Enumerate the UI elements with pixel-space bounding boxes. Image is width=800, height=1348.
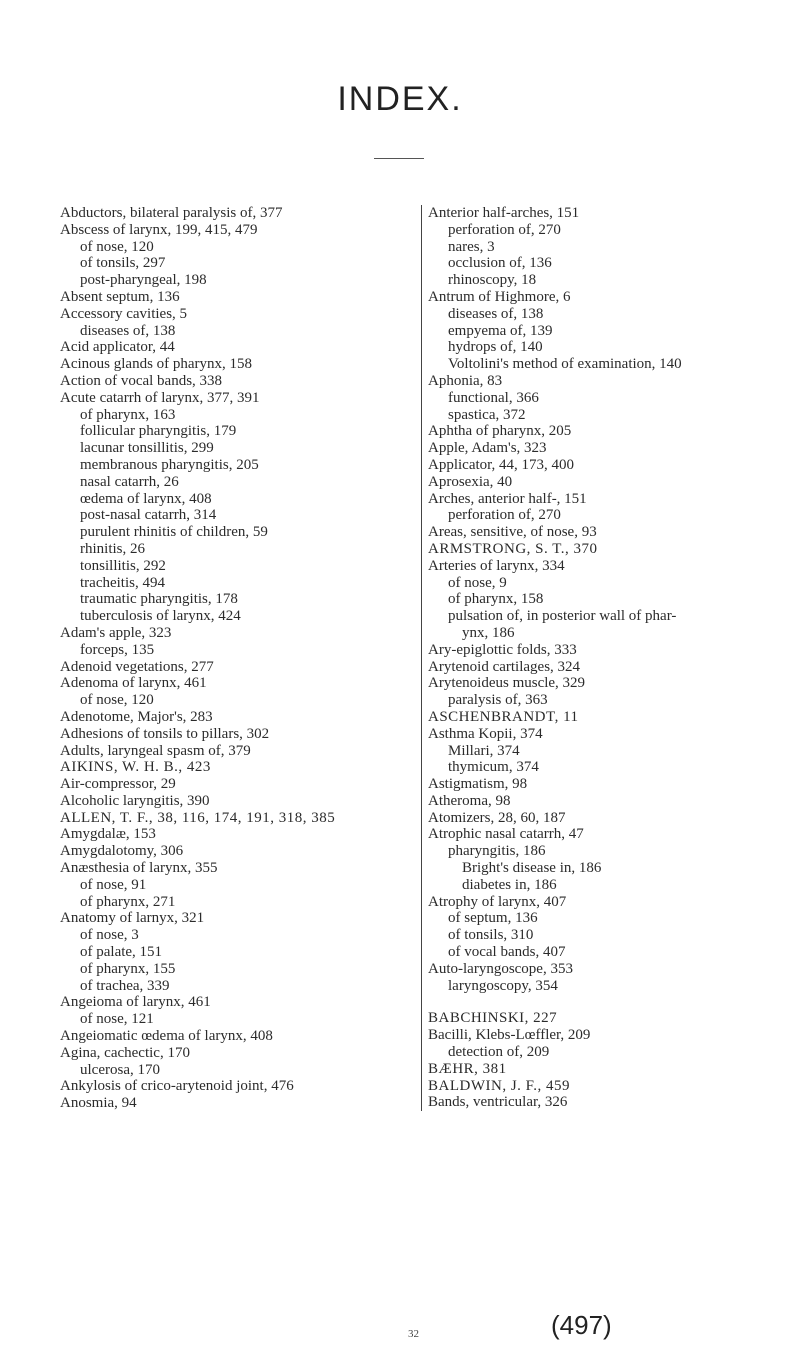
index-subentry: nasal catarrh, 26	[80, 473, 179, 490]
index-entry: Arches, anterior half-, 151	[428, 490, 587, 507]
index-subentry: Bright's disease in, 186	[462, 860, 602, 877]
index-subentry: purulent rhinitis of children, 59	[80, 524, 268, 541]
index-entry: Arytenoideus muscle, 329	[428, 675, 586, 692]
index-entry: Adhesions of tonsils to pillars, 302	[60, 725, 270, 742]
index-subentry: of nose, 120	[80, 238, 154, 255]
index-entry: ALLEN, T. F., 38, 116, 174, 191, 318, 385	[60, 809, 336, 826]
index-entry: Acinous glands of pharynx, 158	[60, 356, 253, 373]
index-subentry: forceps, 135	[80, 641, 155, 658]
index-subentry: rhinitis, 26	[80, 540, 146, 557]
index-subentry: membranous pharyngitis, 205	[80, 456, 259, 473]
index-subentry: ynx, 186	[462, 624, 515, 641]
index-entry: Anatomy of larnyx, 321	[60, 910, 205, 927]
index-entry: Absent septum, 136	[60, 288, 180, 305]
index-subentry: ulcerosa, 170	[80, 1061, 160, 1078]
index-entry: Bacilli, Klebs-Lœffler, 209	[428, 1027, 591, 1044]
index-subentry: perforation of, 270	[448, 507, 561, 524]
index-subentry: of vocal bands, 407	[448, 944, 566, 961]
index-entry: Anosmia, 94	[60, 1095, 137, 1112]
index-subentry: of nose, 91	[80, 876, 147, 893]
index-entry: Action of vocal bands, 338	[60, 372, 223, 389]
index-entry: Air-compressor, 29	[60, 776, 176, 793]
index-entry: Adenotome, Major's, 283	[60, 708, 213, 725]
index-entry: Aphtha of pharynx, 205	[428, 423, 572, 440]
index-subentry: nares, 3	[448, 238, 495, 255]
index-entry: BABCHINSKI, 227	[428, 1010, 558, 1027]
index-entry: Atrophic nasal catarrh, 47	[428, 826, 584, 843]
index-subentry: lacunar tonsillitis, 299	[80, 440, 214, 457]
index-entry: Atrophy of larynx, 407	[428, 893, 567, 910]
index-subentry: of nose, 9	[448, 574, 507, 591]
index-subentry: of tonsils, 310	[448, 927, 534, 944]
index-subentry: of pharynx, 271	[80, 893, 176, 910]
index-subentry: of pharynx, 163	[80, 406, 176, 423]
index-entry: Adenoma of larynx, 461	[60, 675, 207, 692]
index-entry: Amygdalæ, 153	[60, 826, 156, 843]
index-subentry: paralysis of, 363	[448, 692, 548, 709]
index-subentry: of septum, 136	[448, 910, 538, 927]
index-entry: Acute catarrh of larynx, 377, 391	[60, 389, 260, 406]
index-entry: BALDWIN, J. F., 459	[428, 1077, 571, 1094]
index-entry: Anæsthesia of larynx, 355	[60, 860, 218, 877]
index-entry: Acid applicator, 44	[60, 339, 175, 356]
index-entry: Areas, sensitive, of nose, 93	[428, 524, 597, 541]
index-subentry: perforation of, 270	[448, 221, 561, 238]
index-subentry: tonsillitis, 292	[80, 557, 166, 574]
index-entry: Abductors, bilateral paralysis of, 377	[60, 205, 283, 221]
index-entry: Aphonia, 83	[428, 372, 503, 389]
index-entry: Ankylosis of crico-arytenoid joint, 476	[60, 1078, 294, 1095]
index-entry: Asthma Kopii, 374	[428, 725, 543, 742]
index-subentry: Voltolini's method of examination, 140	[448, 356, 682, 373]
index-entry: Atheroma, 98	[428, 792, 511, 809]
index-entry: Amygdalotomy, 306	[60, 843, 184, 860]
index-entry: Accessory cavities, 5	[60, 305, 188, 322]
index-subentry: thymicum, 374	[448, 759, 539, 776]
index-column-left	[60, 205, 405, 1112]
index-subentry: occlusion of, 136	[448, 255, 552, 272]
index-subentry: traumatic pharyngitis, 178	[80, 591, 238, 608]
index-entry: Auto-laryngoscope, 353	[428, 960, 573, 977]
index-column-right	[421, 205, 798, 1111]
index-subentry: laryngoscopy, 354	[448, 977, 558, 994]
index-subentry: diabetes in, 186	[462, 876, 557, 893]
title-divider	[374, 158, 424, 159]
index-subentry: rhinoscopy, 18	[448, 272, 537, 289]
index-subentry: œdema of larynx, 408	[80, 490, 212, 507]
index-entry: Adults, laryngeal spasm of, 379	[60, 742, 251, 759]
index-entry: ARMSTRONG, S. T., 370	[428, 540, 598, 557]
index-subentry: hydrops of, 140	[448, 339, 543, 356]
index-subentry: post-nasal catarrh, 314	[80, 507, 217, 524]
index-subentry: pharyngitis, 186	[448, 843, 546, 860]
index-subentry: spastica, 372	[448, 406, 526, 423]
index-subentry: of trachea, 339	[80, 977, 170, 994]
index-entry: Abscess of larynx, 199, 415, 479	[60, 221, 258, 238]
index-subentry: functional, 366	[448, 389, 539, 406]
index-subentry: of tonsils, 297	[80, 255, 166, 272]
index-entry: ASCHENBRANDT, 11	[428, 708, 579, 725]
page-number: (497)	[551, 1310, 612, 1340]
index-entry: Antrum of Highmore, 6	[428, 288, 571, 305]
index-entry: Arytenoid cartilages, 324	[428, 658, 581, 675]
index-entry: Atomizers, 28, 60, 187	[428, 809, 566, 826]
page-title: INDEX.	[337, 80, 463, 118]
index-subentry: tracheitis, 494	[80, 574, 165, 591]
index-entry: Apple, Adam's, 323	[428, 440, 547, 457]
index-subentry: diseases of, 138	[448, 305, 544, 322]
index-entry: Adenoid vegetations, 277	[60, 658, 214, 675]
index-entry: Anterior half-arches, 151	[428, 205, 580, 221]
index-subentry: of nose, 3	[80, 927, 139, 944]
index-subentry: empyema of, 139	[448, 322, 553, 339]
signature-mark: 32	[408, 1328, 419, 1340]
index-subentry: of palate, 151	[80, 944, 163, 961]
index-entry: Adam's apple, 323	[60, 624, 172, 641]
index-subentry: of pharynx, 155	[80, 960, 176, 977]
index-subentry: detection of, 209	[448, 1044, 550, 1061]
index-subentry: of nose, 121	[80, 1011, 154, 1028]
index-subentry: post-pharyngeal, 198	[80, 272, 207, 289]
index-entry: BÆHR, 381	[428, 1060, 507, 1077]
index-entry: Angeioma of larynx, 461	[60, 994, 211, 1011]
index-entry: Arteries of larynx, 334	[428, 557, 565, 574]
index-subentry: follicular pharyngitis, 179	[80, 423, 237, 440]
index-subentry: Millari, 374	[448, 742, 520, 759]
index-entry: Alcoholic laryngitis, 390	[60, 792, 210, 809]
index-entry: AIKINS, W. H. B., 423	[60, 759, 211, 776]
index-subentry: of pharynx, 158	[448, 591, 544, 608]
index-entry: Angeiomatic œdema of larynx, 408	[60, 1028, 273, 1045]
index-subentry: of nose, 120	[80, 692, 154, 709]
index-entry: Ary-epiglottic folds, 333	[428, 641, 577, 658]
index-subentry: pulsation of, in posterior wall of phar-	[448, 608, 677, 625]
index-entry: Applicator, 44, 173, 400	[428, 456, 575, 473]
index-entry: Bands, ventricular, 326	[428, 1094, 568, 1111]
index-entry: Astigmatism, 98	[428, 776, 528, 793]
index-subentry: tuberculosis of larynx, 424	[80, 608, 241, 625]
index-entry: Agina, cachectic, 170	[60, 1044, 190, 1061]
index-spacer	[428, 994, 798, 1010]
index-subentry: diseases of, 138	[80, 322, 176, 339]
index-entry: Aprosexia, 40	[428, 473, 513, 490]
